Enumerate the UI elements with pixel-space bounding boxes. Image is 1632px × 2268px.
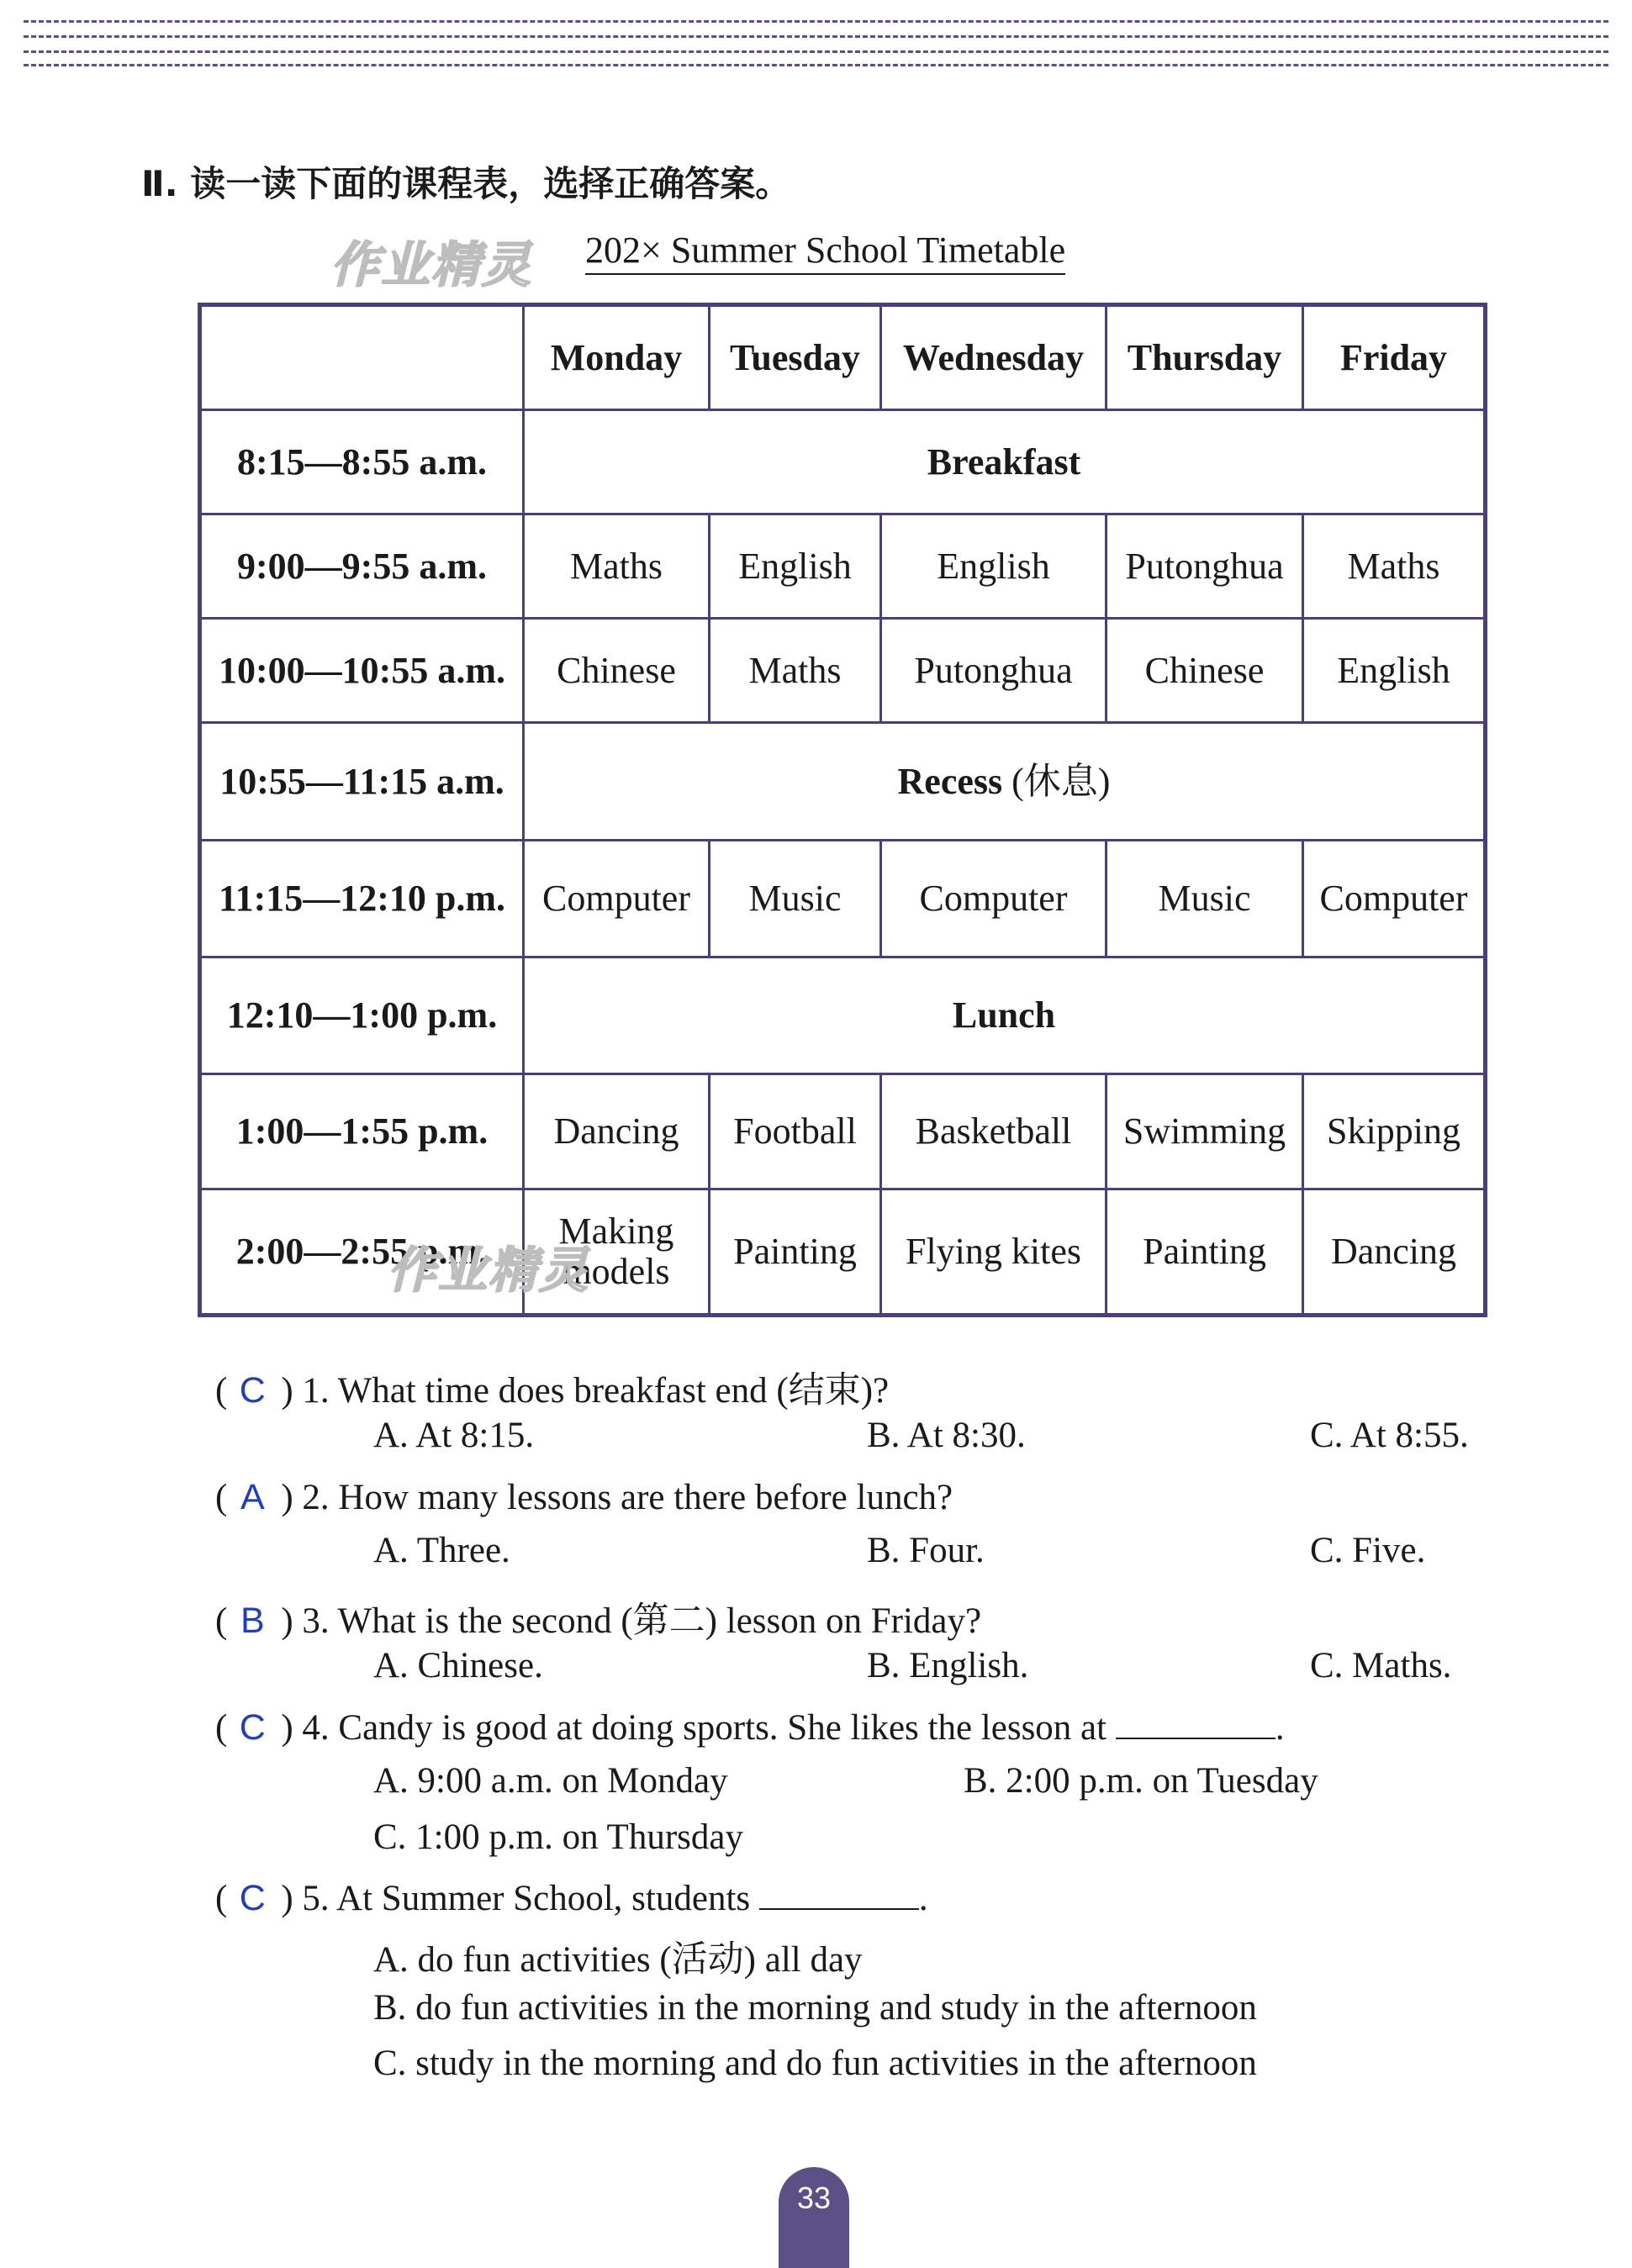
timetable-row	[200, 514, 1486, 619]
time-cell: 11:15—12:10 p.m.	[200, 841, 524, 957]
question-text: ) 4. Candy is good at doing sports. She likes the lesson at	[281, 1708, 1107, 1748]
lesson-cell: Flying kites	[881, 1189, 1106, 1316]
option: A. Three.	[373, 1531, 510, 1570]
day-header: Tuesday	[710, 305, 881, 410]
question-period: .	[918, 1879, 928, 1918]
lesson-cell: English	[1303, 619, 1486, 723]
paren-open: (	[215, 1879, 228, 1918]
dash-line	[24, 20, 1608, 23]
lesson-cell: Chinese	[1106, 619, 1303, 723]
lesson-cell: Putonghua	[1106, 514, 1303, 619]
lesson-cell: Painting	[710, 1189, 881, 1316]
recess-label: Recess	[897, 760, 1003, 802]
option: A. Chinese.	[373, 1646, 543, 1685]
answer-mark: A	[240, 1477, 265, 1517]
paren-open: (	[215, 1371, 228, 1411]
option: B. Four.	[867, 1531, 985, 1570]
time-cell: 8:15—8:55 a.m.	[200, 410, 524, 514]
question-4	[215, 1707, 1285, 1748]
day-header: Wednesday	[881, 305, 1106, 410]
watermark-logo: 作业精灵	[330, 236, 533, 293]
lesson-cell: Swimming	[1106, 1074, 1303, 1189]
lesson-cell: Painting	[1106, 1189, 1303, 1316]
lesson-cell: Basketball	[881, 1074, 1106, 1189]
lesson-cell: Chinese	[524, 619, 710, 723]
time-cell: 2:00—2:55 p.m.	[200, 1189, 524, 1316]
lesson-cell: Music	[710, 841, 881, 957]
lesson-cell: Making models	[524, 1189, 710, 1316]
time-cell: 1:00—1:55 p.m.	[200, 1074, 524, 1189]
lesson-cell: Music	[1106, 841, 1303, 957]
lesson-cell: Computer	[1303, 841, 1486, 957]
watermark-logo: 作业精灵	[388, 1242, 590, 1299]
day-header: Thursday	[1106, 305, 1303, 410]
lesson-cell: Maths	[524, 514, 710, 619]
question-text: ) 5. At Summer School, students	[281, 1879, 751, 1918]
timetable-row	[200, 957, 1486, 1074]
lesson-cell: Computer	[881, 841, 1106, 957]
timetable-row	[200, 723, 1486, 841]
timetable-title: 202× Summer School Timetable	[585, 229, 1065, 275]
time-cell: 9:00—9:55 a.m.	[200, 514, 524, 619]
lesson-cell: Putonghua	[881, 619, 1106, 723]
lesson-cell: Dancing	[524, 1074, 710, 1189]
dash-line	[24, 64, 1608, 66]
answer-mark: B	[240, 1601, 265, 1641]
option: B. 2:00 p.m. on Tuesday	[964, 1761, 1318, 1801]
question-3	[215, 1592, 981, 1643]
option: C. Five.	[1310, 1531, 1426, 1570]
lesson-cell: Maths	[710, 619, 881, 723]
timetable-row	[200, 410, 1486, 514]
lunch-cell: Lunch	[524, 957, 1486, 1074]
timetable-row	[200, 841, 1486, 957]
option: B. At 8:30.	[867, 1416, 1026, 1455]
question-period: .	[1275, 1708, 1285, 1748]
question-text: ) 2. How many lessons are there before lunch?	[281, 1478, 953, 1517]
paren-open: (	[215, 1478, 228, 1517]
option: A. do fun activities (活动) all day	[373, 1940, 863, 1980]
timetable	[198, 303, 1487, 1317]
dash-line	[24, 35, 1608, 38]
recess-note: (休息)	[1011, 760, 1111, 802]
question-text: ) 1. What time does breakfast end (结束)?	[281, 1371, 890, 1411]
option: C. Maths.	[1310, 1646, 1452, 1685]
question-text: ) 3. What is the second (第二) lesson on Friday?	[281, 1601, 982, 1641]
option: B. English.	[867, 1646, 1029, 1685]
answer-mark: C	[239, 1707, 266, 1748]
paren-open: (	[215, 1601, 228, 1641]
answer-blank	[759, 1878, 919, 1910]
workbook-page	[24, 0, 1608, 2268]
lesson-cell: Football	[710, 1074, 881, 1189]
day-header: Monday	[524, 305, 710, 410]
lesson-cell: English	[710, 514, 881, 619]
breakfast-cell: Breakfast	[524, 410, 1486, 514]
time-cell: 10:00—10:55 a.m.	[200, 619, 524, 723]
lesson-cell: Dancing	[1303, 1189, 1486, 1316]
timetable-row	[200, 619, 1486, 723]
answer-blank	[1116, 1707, 1275, 1739]
page-number: 33	[779, 2167, 849, 2268]
time-cell: 12:10—1:00 p.m.	[200, 957, 524, 1074]
lesson-cell: English	[881, 514, 1106, 619]
lesson-cell: Maths	[1303, 514, 1486, 619]
option: C. At 8:55.	[1310, 1416, 1469, 1455]
recess-cell	[524, 723, 1486, 841]
timetable-row	[200, 1074, 1486, 1189]
option: C. study in the morning and do fun activities in the afternoon	[373, 2044, 1257, 2083]
header-dash-band	[24, 18, 1608, 71]
question-5	[215, 1878, 928, 1919]
lesson-cell: Skipping	[1303, 1074, 1486, 1189]
answer-mark: C	[239, 1370, 266, 1411]
dash-line	[24, 50, 1608, 53]
time-cell: 10:55—11:15 a.m.	[200, 723, 524, 841]
timetable-header-row	[200, 305, 1486, 410]
question-2	[215, 1477, 953, 1518]
corner-cell	[200, 305, 524, 410]
day-header: Friday	[1303, 305, 1486, 410]
option: A. 9:00 a.m. on Monday	[373, 1761, 728, 1801]
option: A. At 8:15.	[373, 1416, 535, 1455]
paren-open: (	[215, 1708, 228, 1748]
lesson-cell: Computer	[524, 841, 710, 957]
answer-mark: C	[239, 1878, 266, 1918]
option: C. 1:00 p.m. on Thursday	[373, 1817, 743, 1857]
section-heading: Ⅱ. 读一读下面的课程表，选择正确答案。	[141, 163, 791, 204]
question-1	[215, 1362, 889, 1413]
option: B. do fun activities in the morning and study in the afternoon	[373, 1988, 1257, 2028]
